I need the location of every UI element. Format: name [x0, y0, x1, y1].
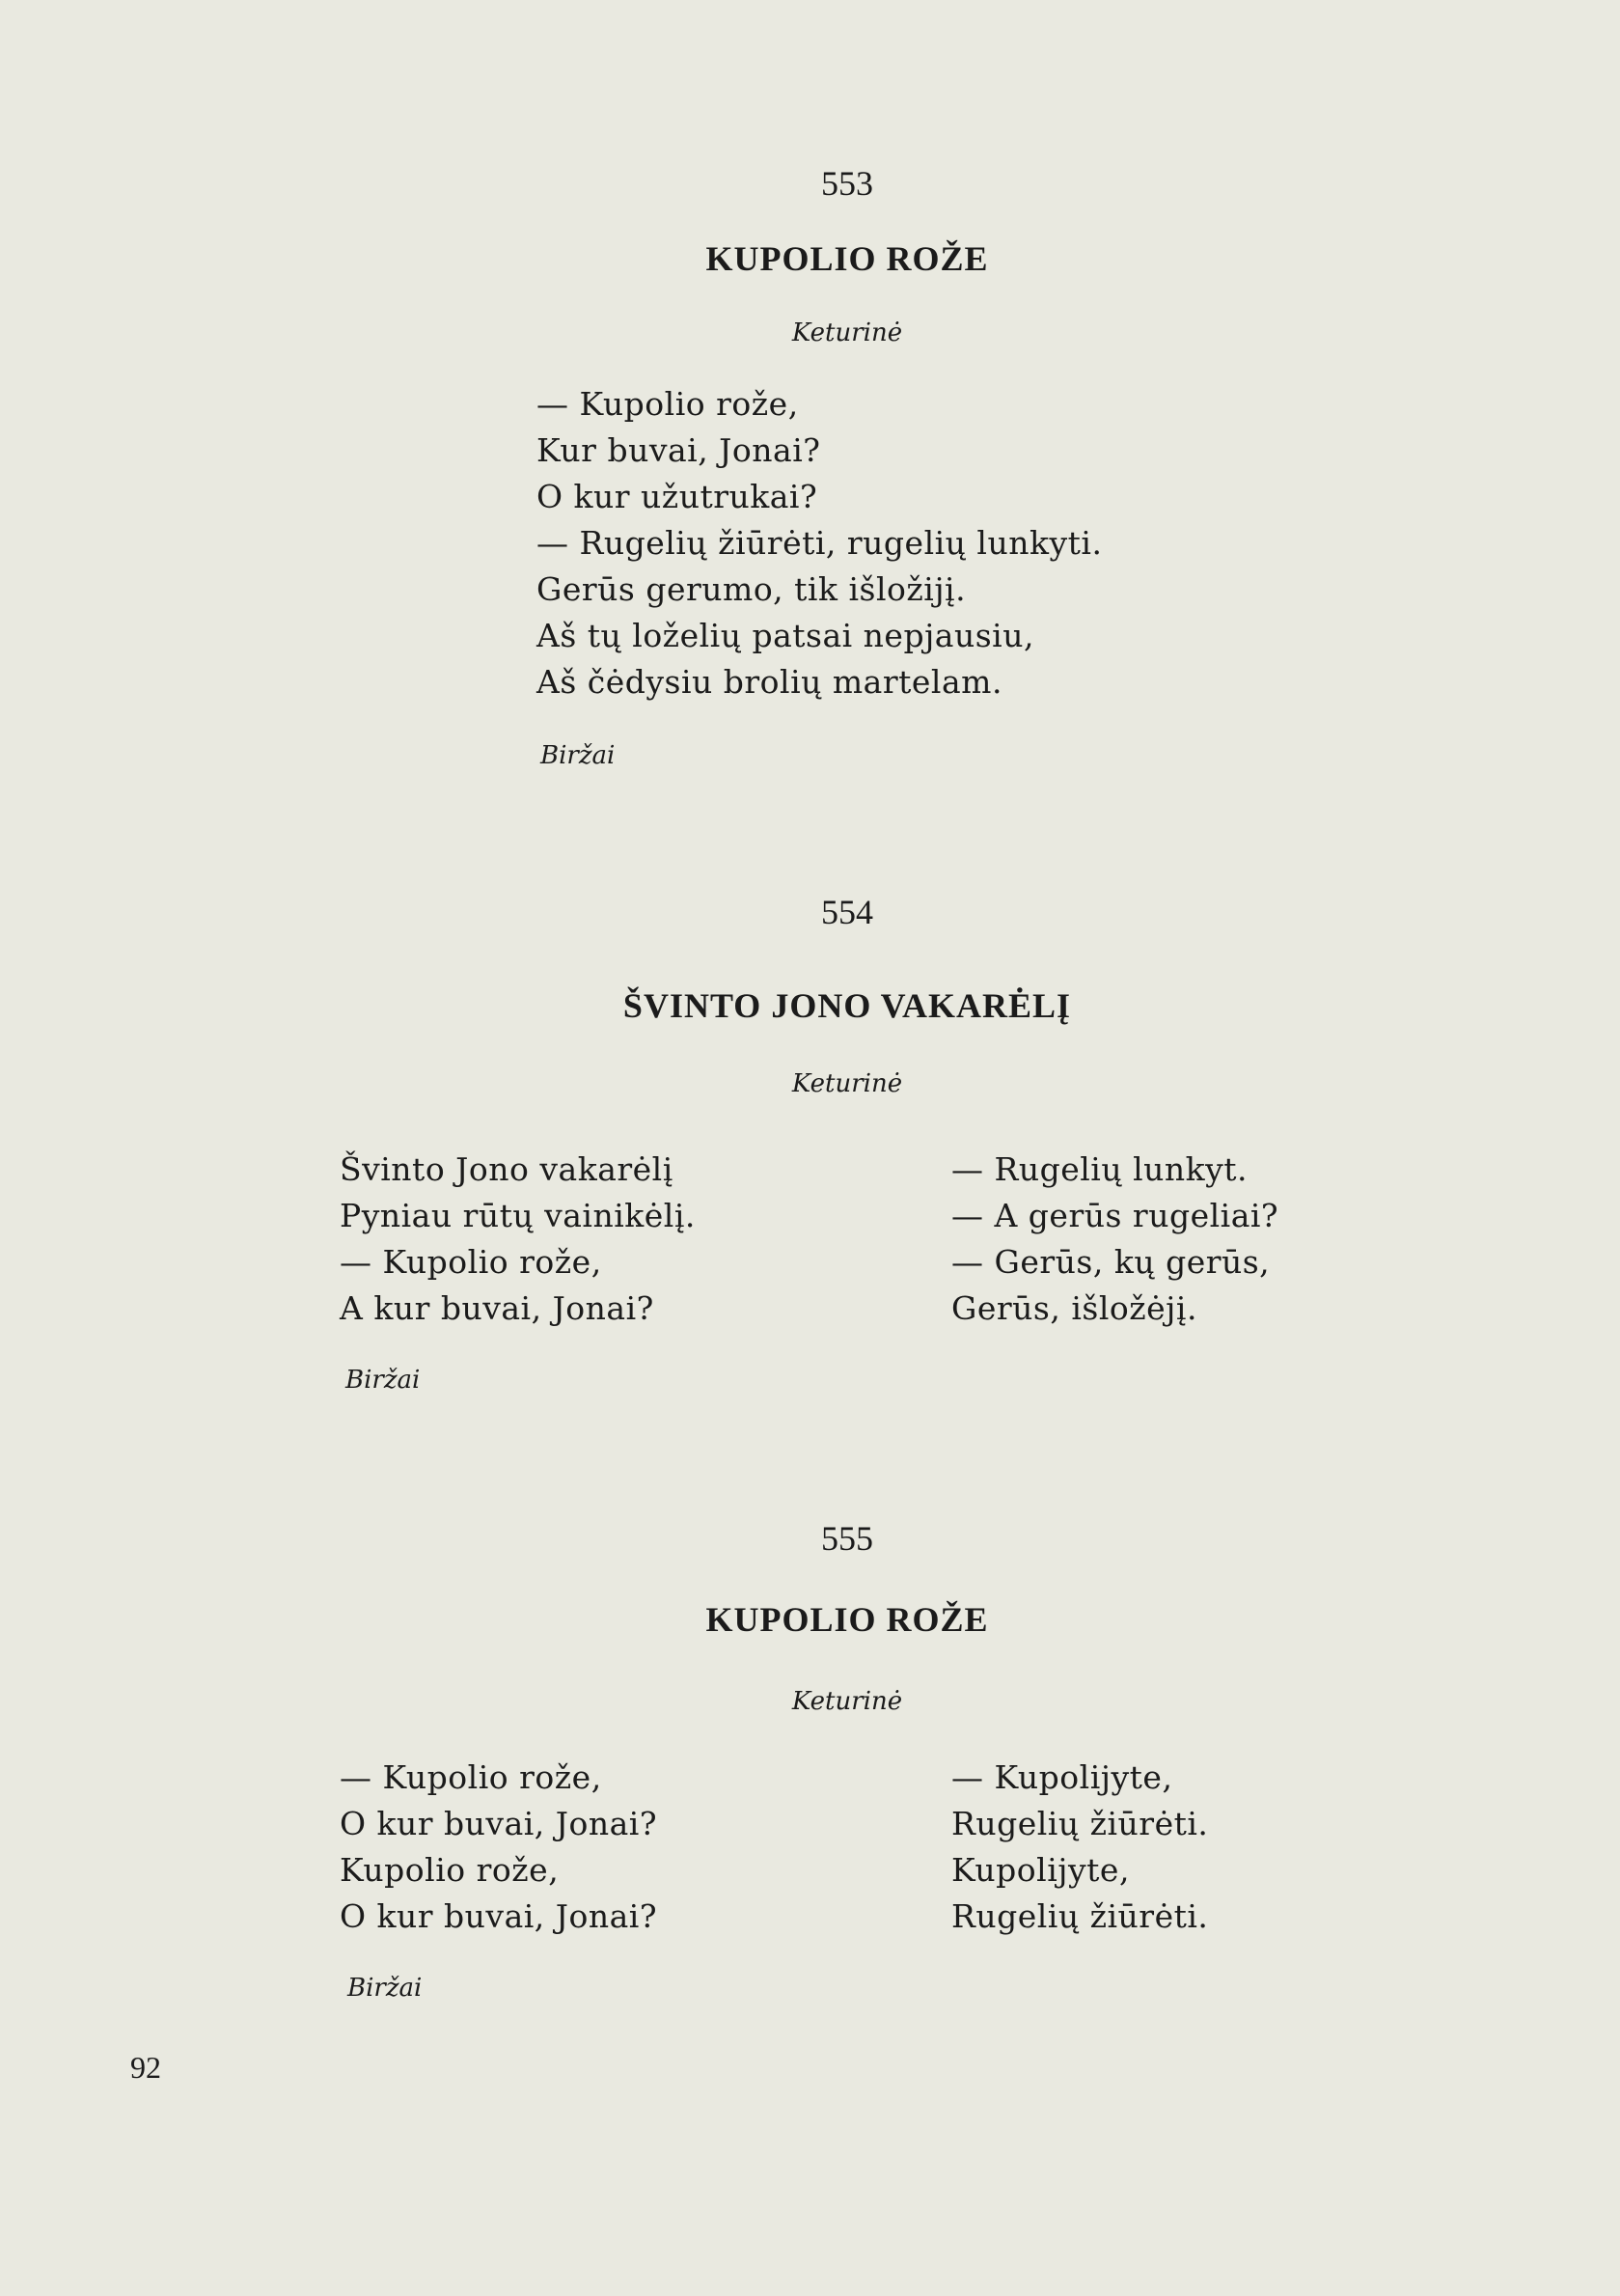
verse-line: Aš tų loželių patsai nepjausiu,	[536, 617, 1034, 654]
verse-line: Rugelių žiūrėti.	[951, 1897, 1209, 1935]
verse-line: Kupolio rože,	[340, 1851, 560, 1889]
verse-line: O kur buvai, Jonai?	[340, 1897, 658, 1935]
verse-line: — Rugelių lunkyt.	[951, 1150, 1249, 1188]
song-subtitle: Keturinė	[791, 1069, 903, 1098]
verse-line: Rugelių žiūrėti.	[951, 1805, 1209, 1842]
stanza-right	[951, 1755, 1208, 1940]
place-name: Biržai	[540, 741, 616, 770]
verse-line: O kur užutrukai?	[536, 478, 818, 515]
verse-line: Kur buvai, Jonai?	[536, 431, 821, 469]
stanza-left	[340, 1147, 696, 1332]
page-number: 92	[130, 2050, 161, 2085]
song-number: 553	[821, 164, 873, 203]
stanza-left	[536, 381, 1102, 705]
song-number: 554	[821, 893, 873, 931]
verse-line: — A gerūs rugeliai?	[951, 1197, 1279, 1234]
verse-line: — Rugelių žiūrėti, rugelių lunkyti.	[536, 524, 1103, 562]
verse-line: — Kupolio rože,	[340, 1243, 602, 1281]
verse-line: A kur buvai, Jonai?	[340, 1289, 654, 1327]
place-name: Biržai	[345, 1366, 421, 1395]
verse-line: Aš čėdysiu brolių martelam.	[536, 663, 1002, 701]
verse-line: Švinto Jono vakarėlį	[340, 1150, 673, 1188]
verse-line: — Kupolio rože,	[536, 385, 799, 423]
song-title: KUPOLIO ROŽE	[705, 1600, 989, 1639]
song-title: ŠVINTO JONO VAKARĖLĮ	[622, 986, 1072, 1025]
verse-line: Pyniau rūtų vainikėlį.	[340, 1197, 696, 1234]
verse-line: — Kupolio rože,	[340, 1758, 602, 1796]
stanza-right	[951, 1147, 1278, 1332]
verse-line: Gerūs, išložėjį.	[951, 1289, 1197, 1327]
verse-line: Kupolijyte,	[951, 1851, 1130, 1889]
song-number: 555	[821, 1519, 873, 1558]
verse-line: — Gerūs, kų gerūs,	[951, 1243, 1271, 1281]
place-name: Biržai	[347, 1974, 423, 2003]
song-subtitle: Keturinė	[791, 1687, 903, 1716]
stanza-left	[340, 1755, 657, 1940]
song-title: KUPOLIO ROŽE	[705, 239, 989, 278]
song-subtitle: Keturinė	[791, 318, 903, 347]
verse-line: — Kupolijyte,	[951, 1758, 1173, 1796]
verse-line: Gerūs gerumo, tik išložijį.	[536, 570, 967, 608]
verse-line: O kur buvai, Jonai?	[340, 1805, 658, 1842]
